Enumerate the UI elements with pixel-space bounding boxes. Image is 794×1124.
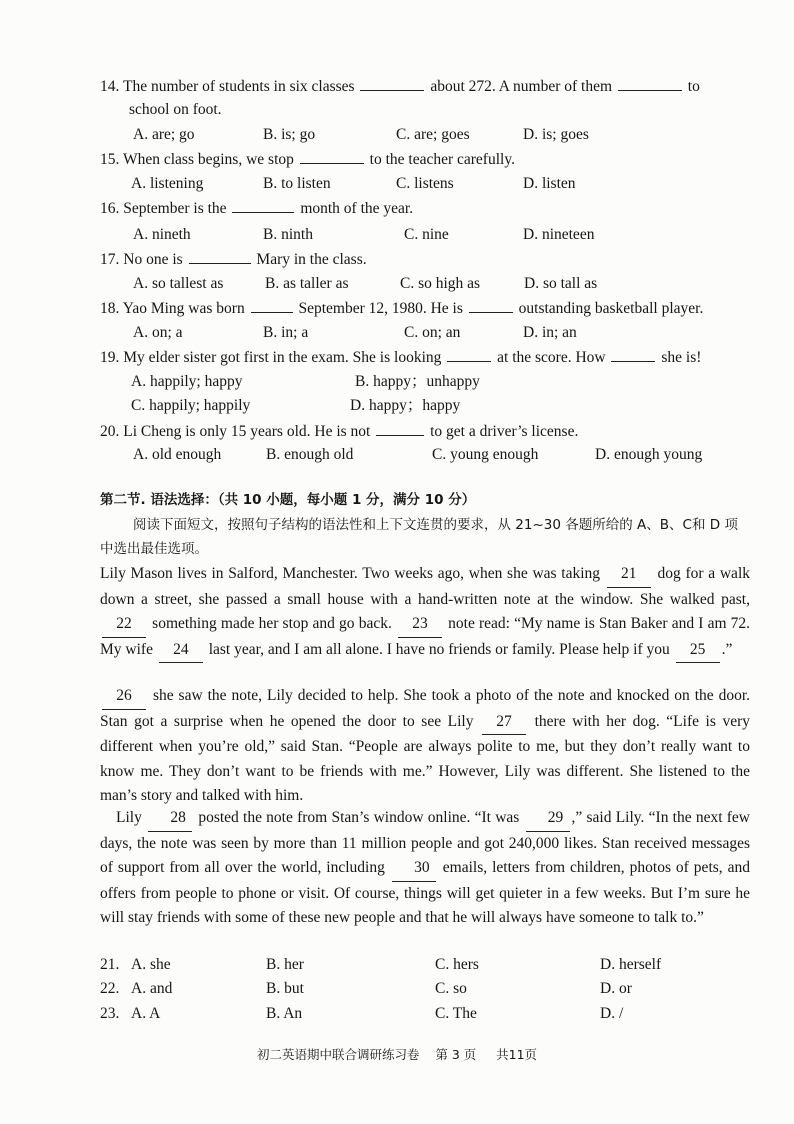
option-c: C. happily; happily: [131, 397, 251, 414]
question-number: 15.: [100, 151, 120, 168]
option-b: B. as taller as: [265, 275, 349, 292]
option-c: C. so: [435, 980, 467, 997]
option-a: A. listening: [131, 175, 204, 192]
answer-blank: [376, 421, 424, 436]
option-d: D. is; goes: [523, 126, 589, 143]
total-pages: 共11页: [496, 1047, 538, 1062]
question-text: at the score. How: [497, 349, 606, 366]
option-d: D. in; an: [523, 324, 577, 341]
option-a: A. she: [131, 956, 171, 973]
option-d: D. happy；happy: [350, 397, 461, 414]
option-b: B. ninth: [263, 226, 313, 243]
option-d: D. herself: [600, 956, 662, 973]
answer-blank: [618, 76, 682, 91]
blank-28: 28: [148, 806, 192, 832]
answer-blank: [360, 76, 424, 91]
passage-paragraph-3: [100, 806, 750, 931]
question-text: about 272. A number of them: [430, 78, 613, 95]
question-text: No one is: [123, 251, 183, 268]
option-b: B. but: [266, 980, 304, 997]
answer-number: 22.: [100, 980, 120, 997]
question-19: [100, 347, 701, 368]
question-text: My elder sister got first in the exam. She is looking: [123, 349, 442, 366]
answer-number: 23.: [100, 1005, 120, 1022]
blank-30: 30: [392, 856, 436, 882]
option-d: D. or: [600, 980, 632, 997]
page-footer: [0, 1045, 794, 1063]
answer-blank: [469, 298, 513, 313]
question-14: [100, 76, 700, 97]
answer-number: 21.: [100, 956, 120, 973]
passage-text: she saw the note, Lily decided to help. She took a photo of the note and knocked on the door. Stan got a surprise when he opened the door to see Lily: [100, 687, 751, 730]
answer-blank: [251, 298, 293, 313]
section-title: 第二节. 语法选择：（共 10 小题，每小题 1 分，满分 10 分）: [100, 492, 476, 508]
blank-21: 21: [607, 562, 651, 588]
option-c: C. on; an: [404, 324, 461, 341]
question-text: September 12, 1980. He is: [298, 300, 463, 317]
passage-text: Lily: [116, 809, 142, 826]
blank-27: 27: [482, 710, 526, 736]
option-d: D. so tall as: [524, 275, 598, 292]
option-b: B. An: [266, 1005, 303, 1022]
question-text: When class begins, we stop: [122, 151, 294, 168]
question-text: Li Cheng is only 15 years old. He is not: [123, 423, 371, 440]
passage-text: last year, and I am all alone. I have no friends or family. Please help if you: [208, 640, 670, 658]
answer-blank: [447, 347, 491, 362]
blank-23: 23: [398, 612, 442, 638]
option-c: C. nine: [404, 226, 449, 243]
question-text: Yao Ming was born: [122, 300, 245, 317]
question-14-cont: school on foot.: [129, 101, 222, 118]
option-a: A. nineth: [133, 226, 191, 243]
question-text: month of the year.: [300, 200, 414, 217]
question-number: 18.: [100, 300, 120, 317]
question-text: The number of students in six classes: [122, 78, 355, 95]
question-number: 17.: [100, 251, 120, 268]
option-d: D. listen: [523, 175, 576, 192]
question-text: September is the: [123, 200, 227, 217]
question-17: [100, 249, 367, 270]
option-a: A. and: [131, 980, 173, 997]
option-a: A. are; go: [133, 126, 195, 143]
question-20: [100, 421, 578, 442]
passage-text: something made her stop and go back.: [152, 615, 392, 632]
question-number: 19.: [100, 349, 120, 366]
blank-22: 22: [102, 612, 146, 638]
option-d: D. enough young: [595, 446, 703, 463]
answer-blank: [189, 249, 251, 264]
blank-25: 25: [676, 638, 720, 664]
exam-title: 初二英语期中联合调研练习卷: [256, 1047, 420, 1062]
option-b: B. happy；unhappy: [355, 373, 480, 390]
option-d: D. /: [600, 1005, 624, 1022]
page-number: 第 3 页: [435, 1047, 477, 1062]
option-b: B. is; go: [263, 126, 316, 143]
question-text: to: [687, 78, 700, 95]
question-number: 14.: [100, 78, 120, 95]
passage-text: dog for a walk down a street, she passed a small house with a hand-written note at the window. She walked past,: [100, 565, 750, 608]
option-b: B. to listen: [263, 175, 331, 192]
blank-24: 24: [159, 638, 203, 664]
question-text: to the teacher carefully.: [369, 151, 515, 168]
blank-29: 29: [526, 806, 570, 832]
option-c: C. so high as: [400, 275, 481, 292]
option-c: C. hers: [435, 956, 479, 973]
question-text: outstanding basketball player.: [518, 300, 704, 317]
option-c: C. The: [435, 1005, 477, 1022]
answer-blank: [300, 149, 364, 164]
option-a: A. so tallest as: [133, 275, 224, 292]
section-instructions: 阅读下面短文，按照句子结构的语法性和上下文连贯的要求，从 21~30 各题所给的 A、B、C和 D 项: [133, 517, 738, 533]
option-b: B. in; a: [263, 324, 309, 341]
passage-paragraph-1: [100, 562, 750, 663]
passage-text: Lily Mason lives in Salford, Manchester. Two weeks ago, when she was taking: [100, 565, 601, 582]
answer-blank: [611, 347, 655, 362]
option-c: C. young enough: [432, 446, 539, 463]
passage-paragraph-2: [100, 684, 750, 809]
option-d: D. nineteen: [523, 226, 595, 243]
passage-text: posted the note from Stan’s window online. “It was: [198, 809, 520, 826]
option-a: A. on; a: [133, 324, 183, 341]
option-b: B. enough old: [266, 446, 354, 463]
question-18: [100, 298, 703, 319]
option-a: A. A: [131, 1005, 161, 1022]
question-number: 20.: [100, 423, 120, 440]
option-c: C. listens: [396, 175, 454, 192]
question-text: Mary in the class.: [256, 251, 367, 268]
passage-text: ,” said Lily. “In the next few days, the note was seen by more than 11 million people and got 240,000 likes. Stan received messages of support from all over the world, including: [100, 809, 750, 876]
passage-text: emails, letters from children, photos of pets, and offers from people to phone or visit. Of course, things will get quieter in a few weeks. But I’m sure he will stay friends with some of these new people and that he will always have someone to talk to.”: [100, 859, 750, 926]
option-a: A. happily; happy: [131, 373, 243, 390]
question-15: [100, 149, 515, 170]
section-instructions-cont: 中选出最佳选项。: [100, 541, 208, 557]
passage-text: note read: “My name is Stan Baker and I am 72. My wife: [100, 615, 751, 658]
blank-26: 26: [102, 684, 146, 710]
passage-text: .”: [721, 640, 733, 658]
passage-text: there with her dog. “Life is very different when you’re old,” said Stan. “People are always polite to me, but they don’t really want to know me. They don’t want to be friends with me.” However, Lily was different. She listened to the man’s story and talked with him.: [100, 712, 750, 804]
question-text: she is!: [661, 349, 702, 366]
answer-blank: [232, 198, 294, 213]
question-number: 16.: [100, 200, 120, 217]
option-b: B. her: [266, 956, 304, 973]
option-a: A. old enough: [133, 446, 222, 463]
option-c: C. are; goes: [396, 126, 470, 143]
question-16: [100, 198, 413, 219]
question-text: to get a driver’s license.: [430, 423, 579, 440]
